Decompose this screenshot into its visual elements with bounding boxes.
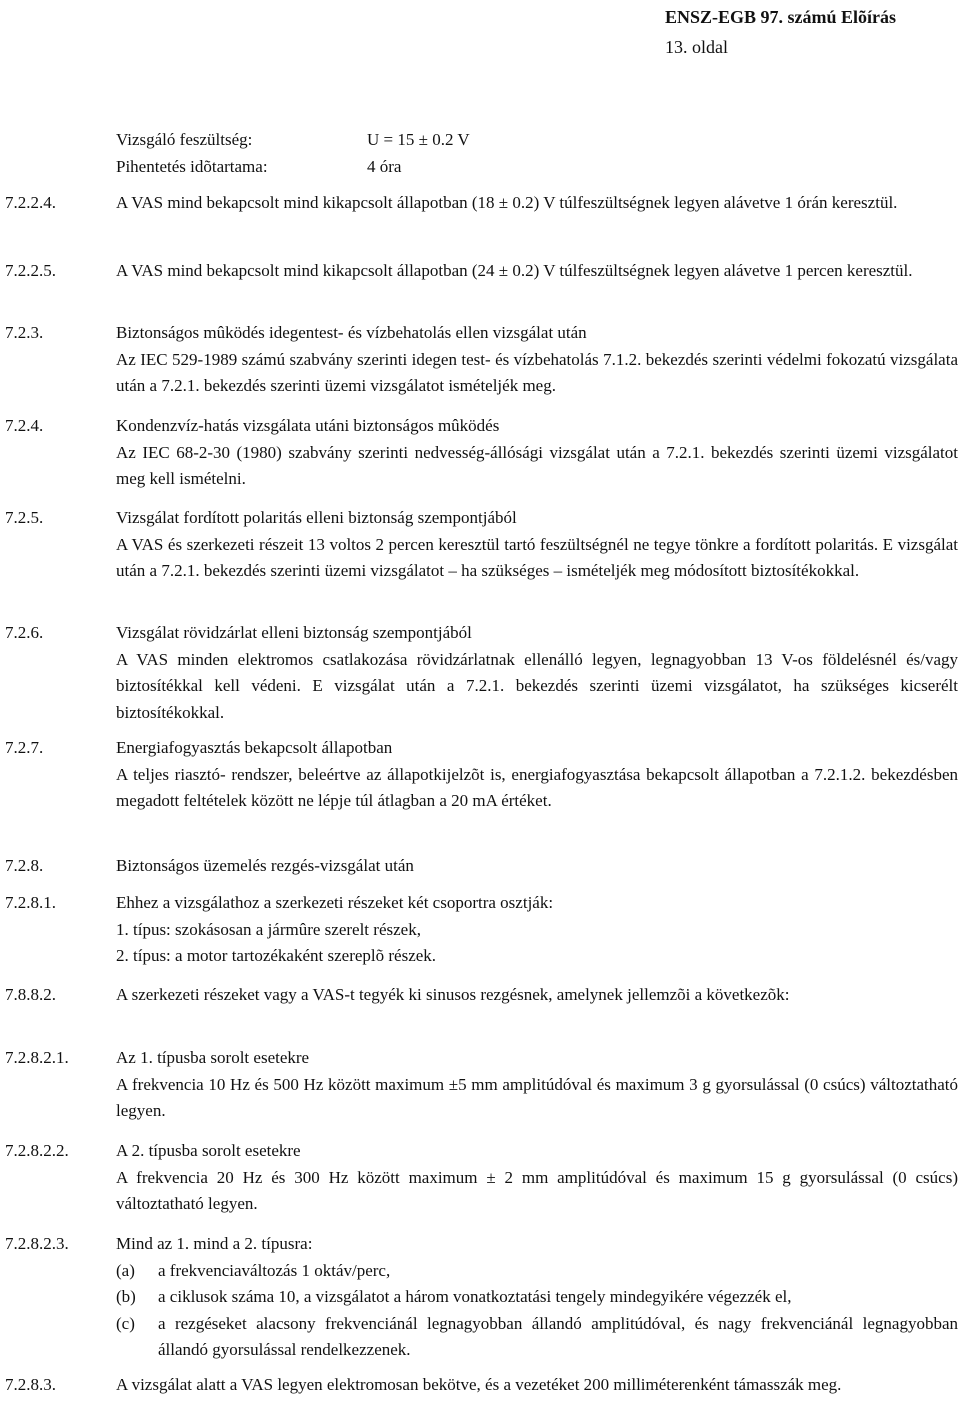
section-7-8-8-2: [5, 982, 960, 1009]
section-body: [116, 190, 960, 217]
section-number: 7.2.8.: [5, 856, 44, 875]
section-body: [116, 258, 960, 285]
paragraph: A VAS mind bekapcsolt mind kikapcsolt állapotban (18 ± 0.2) V túlfeszültségnek legyen alávetve 1 órán keresztül.: [116, 193, 898, 212]
section-body: [116, 982, 960, 1009]
section-7-2-5: [5, 505, 960, 585]
section-heading: Biztonságos üzemelés rezgés-vizsgálat után: [116, 856, 414, 875]
paragraph: A szerkezeti részeket vagy a VAS-t tegyék ki sinusos rezgésnek, amelynek jellemzõi a következõk:: [116, 985, 790, 1004]
section-body: [116, 1138, 960, 1218]
section-7-2-8-2-1: [5, 1045, 960, 1125]
section-body: [116, 890, 960, 970]
paragraph: A VAS és szerkezeti részeit 13 voltos 2 percen keresztül tartó feszültségnél ne tegye tönkre a fordított polaritás. E vizsgálat után a 7.2.1. bekezdés szerinti üzemi vizsgálatot – ha szükséges – ismételjék meg módosított biztosítékokkal.: [116, 534, 958, 580]
section-number: 7.2.8.2.3.: [5, 1234, 69, 1253]
section-7-2-8-1: [5, 890, 960, 970]
paragraph: Ehhez a vizsgálathoz a szerkezeti részeket két csoportra osztják:: [116, 893, 554, 912]
section-body: [116, 853, 960, 880]
section-7-2-8-3: [5, 1372, 960, 1399]
section-heading: Energiafogyasztás bekapcsolt állapotban: [116, 738, 393, 757]
section-7-2-7: [5, 735, 960, 815]
section-number: 7.2.8.3.: [5, 1375, 56, 1394]
paragraph: A frekvencia 20 Hz és 300 Hz között maximum ± 2 mm amplitúdóval és maximum 15 g gyorsulással (0 csúcs) változtatható legyen.: [116, 1167, 958, 1213]
section-number: 7.2.4.: [5, 416, 44, 435]
list-item-letter: (a): [116, 1260, 135, 1280]
paragraph: 1. típus: szokásosan a jármûre szerelt részek,: [116, 919, 421, 939]
list-item-letter: (b): [116, 1287, 136, 1306]
paragraph: Az IEC 529-1989 számú szabvány szerinti idegen test- és vízbehatolás 7.1.2. bekezdés szerinti védelmi fokozatú vizsgálata után a 7.2.1. bekezdés szerinti üzemi vizsgálatot ismételjék meg.: [116, 349, 958, 395]
list-item: [116, 1284, 958, 1311]
section-number: 7.2.3.: [5, 323, 44, 342]
list-item: [116, 1311, 958, 1364]
section-number: 7.8.8.2.: [5, 985, 56, 1004]
section-7-2-6: [5, 620, 960, 726]
paragraph: A frekvencia 10 Hz és 500 Hz között maximum ±5 mm amplitúdóval és maximum 3 g gyorsulással (0 csúcs) változtatható legyen.: [116, 1074, 958, 1120]
test-parameters: [116, 127, 470, 180]
section-7-2-3: [5, 320, 960, 400]
paragraph: A VAS minden elektromos csatlakozása rövidzárlatnak ellenálló legyen, legnagyobban 13 V-os földelésnél és/vagy biztosítékkal kell védeni. E vizsgálat után a 7.2.1. bekezdés szerinti üzemi vizsgálatot, ha szükséges kicserélt biztosítékokkal.: [116, 649, 958, 722]
section-body: [116, 1045, 960, 1125]
list-item: [116, 1258, 958, 1285]
document-title: ENSZ-EGB 97. számú Elõírás: [664, 7, 896, 27]
paragraph: Az IEC 68-2-30 (1980) szabvány szerinti nedvesség-állósági vizsgálat után a 7.2.1. bekezdés szerinti üzemi vizsgálatot meg kell ismételni.: [116, 442, 958, 488]
section-body: [116, 413, 960, 493]
section-number: 7.2.2.5.: [5, 261, 56, 280]
section-body: [116, 620, 960, 726]
parameter-row: [116, 127, 470, 154]
parameter-label: Vizsgáló feszültség:: [116, 130, 253, 149]
page-header: [665, 2, 896, 62]
page-number: 13. oldal: [664, 37, 728, 57]
section-heading: Az 1. típusba sorolt esetekre: [116, 1048, 310, 1067]
parameter-row: [116, 154, 470, 181]
paragraph: 2. típus: a motor tartozékaként szereplõ részek.: [116, 946, 437, 965]
section-heading: Kondenzvíz-hatás vizsgálata utáni biztonságos mûködés: [116, 416, 500, 435]
list-item-text: a rezgéseket alacsony frekvenciánál legnagyobban állandó amplitúdóval, és nagy frekvenciánál legnagyobban állandó gyorsulással rendelkezzenek.: [158, 1313, 958, 1359]
paragraph: A vizsgálat alatt a VAS legyen elektromosan bekötve, és a vezetéket 200 milliméterenként támasszák meg.: [116, 1375, 842, 1394]
parameter-value: 4 óra: [367, 156, 402, 176]
section-body: [116, 320, 960, 400]
section-7-2-2-5: [5, 258, 960, 285]
list-item-text: a frekvenciaváltozás 1 oktáv/perc,: [158, 1260, 391, 1280]
section-body: [116, 1372, 960, 1399]
paragraph: A teljes riasztó- rendszer, beleértve az állapotkijelzõt is, energiafogyasztása bekapcsolt állapotban a 7.2.1.2. bekezdésben megadott feltételek között ne lépje túl átlagban a 20 mA értéket.: [116, 764, 958, 810]
section-heading: A 2. típusba sorolt esetekre: [116, 1141, 301, 1160]
section-number: 7.2.8.2.2.: [5, 1141, 69, 1160]
section-body: [116, 1231, 960, 1364]
section-number: 7.2.8.2.1.: [5, 1048, 69, 1067]
section-body: [116, 505, 960, 585]
section-body: [116, 735, 960, 815]
section-heading: Vizsgálat fordított polaritás elleni biztonság szempontjából: [116, 508, 517, 527]
section-number: 7.2.8.1.: [5, 893, 56, 912]
section-7-2-8: [5, 853, 960, 880]
paragraph: A VAS mind bekapcsolt mind kikapcsolt állapotban (24 ± 0.2) V túlfeszültségnek legyen alávetve 1 percen keresztül.: [116, 261, 913, 280]
section-heading: Mind az 1. mind a 2. típusra:: [116, 1234, 313, 1253]
parameter-label: Pihentetés idõtartama:: [116, 156, 268, 176]
section-number: 7.2.2.4.: [5, 193, 56, 212]
section-number: 7.2.6.: [5, 623, 44, 642]
section-7-2-8-2-3: [5, 1231, 960, 1364]
section-7-2-8-2-2: [5, 1138, 960, 1218]
section-number: 7.2.5.: [5, 508, 44, 527]
list-item-text: a ciklusok száma 10, a vizsgálatot a három vonatkoztatási tengely mindegyikére végezzék el,: [158, 1287, 792, 1306]
section-7-2-2-4: [5, 190, 960, 217]
section-number: 7.2.7.: [5, 738, 44, 757]
list-item-letter: (c): [116, 1313, 135, 1333]
section-7-2-4: [5, 413, 960, 493]
parameter-value: U = 15 ± 0.2 V: [367, 130, 470, 149]
section-heading: Vizsgálat rövidzárlat elleni biztonság szempontjából: [116, 623, 472, 642]
section-heading: Biztonságos mûködés idegentest- és vízbehatolás ellen vizsgálat után: [116, 323, 587, 342]
